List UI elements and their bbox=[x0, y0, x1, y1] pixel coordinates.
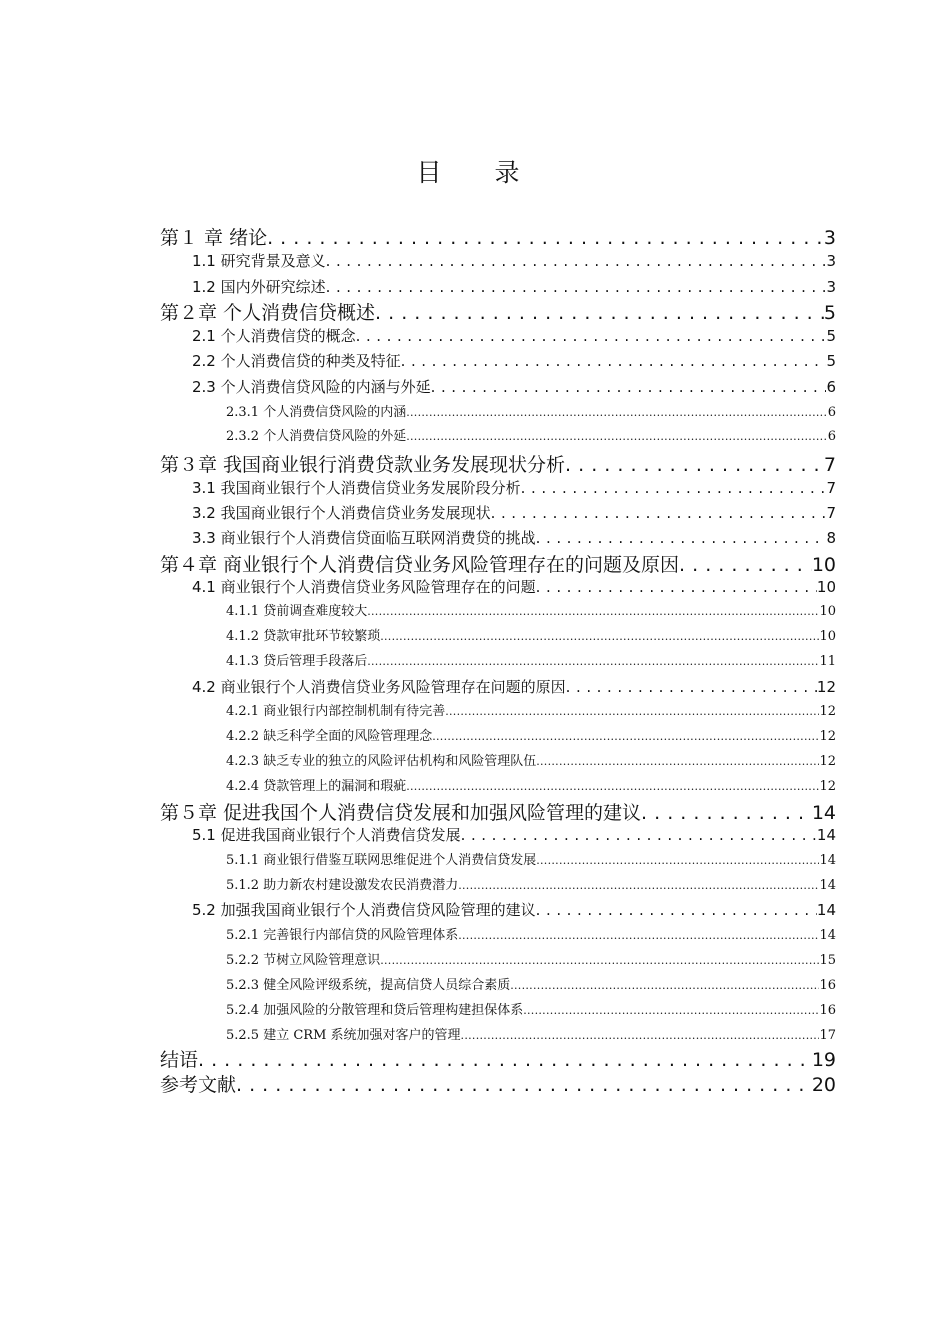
toc-entry-page-number: 14 bbox=[819, 853, 836, 868]
toc-entry[interactable] bbox=[226, 725, 836, 744]
toc-entry-title: 4.1.1 贷前调查难度较大 bbox=[226, 604, 368, 619]
toc-entry-title: 5.1 促进我国商业银行个人消费信贷发展 bbox=[192, 826, 461, 844]
toc-entry[interactable] bbox=[192, 350, 836, 371]
toc-leader-dots bbox=[375, 302, 824, 324]
toc-entry[interactable] bbox=[160, 1070, 836, 1097]
toc-entry[interactable] bbox=[160, 450, 836, 477]
toc-entry-title: 2.1 个人消费信贷的概念 bbox=[192, 327, 356, 345]
toc-entry-page-number: 12 bbox=[816, 678, 836, 696]
toc-entry-title: 3.1 我国商业银行个人消费信贷业务发展阶段分析 bbox=[192, 479, 521, 497]
toc-leader-dots bbox=[461, 826, 817, 844]
toc-entry[interactable] bbox=[226, 600, 836, 619]
toc-leader-dots bbox=[406, 406, 828, 419]
toc-entry-page-number: 7 bbox=[826, 504, 836, 522]
toc-entry[interactable] bbox=[226, 974, 836, 993]
toc-entry[interactable] bbox=[160, 550, 836, 577]
toc-entry[interactable] bbox=[226, 1024, 836, 1043]
toc-entry-page-number: 10 bbox=[819, 604, 836, 619]
toc-entry-title: 5.2 加强我国商业银行个人消费信贷风险管理的建议 bbox=[192, 901, 536, 919]
toc-entry-page-number: 5 bbox=[826, 352, 836, 370]
toc-entry-page-number: 12 bbox=[819, 704, 836, 719]
page-title: 目 录 bbox=[416, 158, 534, 187]
toc-entry[interactable] bbox=[192, 527, 836, 548]
toc-leader-dots bbox=[367, 605, 819, 618]
toc-entry[interactable] bbox=[160, 798, 836, 825]
toc-leader-dots bbox=[510, 979, 819, 992]
toc-leader-dots bbox=[679, 554, 812, 576]
toc-entry[interactable] bbox=[192, 276, 836, 297]
toc-leader-dots bbox=[458, 929, 819, 942]
toc-entry[interactable] bbox=[226, 750, 836, 769]
toc-entry[interactable] bbox=[226, 625, 836, 644]
toc-leader-dots bbox=[406, 430, 828, 443]
toc-leader-dots bbox=[536, 529, 827, 547]
toc-entry[interactable] bbox=[226, 949, 836, 968]
toc-leader-dots bbox=[267, 227, 824, 249]
toc-entry-title: 第２章 个人消费信贷概述 bbox=[160, 302, 376, 324]
toc-entry-page-number: 5 bbox=[823, 302, 836, 324]
toc-leader-dots bbox=[566, 678, 817, 696]
toc-entry-title: 5.2.1 完善银行内部信贷的风险管理体系 bbox=[226, 928, 459, 943]
toc-entry-page-number: 7 bbox=[826, 479, 836, 497]
toc-entry-page-number: 6 bbox=[827, 405, 836, 420]
toc-entry-page-number: 14 bbox=[819, 878, 836, 893]
toc-entry[interactable] bbox=[226, 999, 836, 1018]
toc-entry[interactable] bbox=[192, 376, 836, 397]
toc-entry-page-number: 14 bbox=[819, 928, 836, 943]
toc-leader-dots bbox=[536, 755, 819, 768]
toc-entry[interactable] bbox=[226, 401, 836, 420]
toc-entry-page-number: 7 bbox=[823, 454, 836, 476]
toc-leader-dots bbox=[198, 1049, 812, 1071]
toc-entry-title: 4.2.1 商业银行内部控制机制有待完善 bbox=[226, 704, 446, 719]
toc-entry-title: 5.2.3 健全风险评级系统，提高信贷人员综合素质 bbox=[226, 978, 511, 993]
toc-entry-title: 4.1 商业银行个人消费信贷业务风险管理存在的问题 bbox=[192, 578, 536, 596]
toc-entry-page-number: 16 bbox=[819, 1003, 836, 1018]
toc-entry[interactable] bbox=[226, 775, 836, 794]
toc-entry-page-number: 3 bbox=[823, 227, 836, 249]
toc-leader-dots bbox=[641, 802, 812, 824]
toc-leader-dots bbox=[431, 378, 827, 396]
toc-entry[interactable] bbox=[160, 1045, 836, 1072]
toc-entry-title: 1.2 国内外研究综述 bbox=[192, 278, 326, 296]
toc-entry[interactable] bbox=[226, 700, 836, 719]
toc-entry-page-number: 6 bbox=[826, 378, 836, 396]
toc-leader-dots bbox=[565, 454, 824, 476]
toc-entry[interactable] bbox=[226, 874, 836, 893]
toc-leader-dots bbox=[458, 879, 819, 892]
toc-leader-dots bbox=[536, 854, 819, 867]
toc-leader-dots bbox=[356, 327, 827, 345]
toc-entry-title: 4.1.3 贷后管理手段落后 bbox=[226, 654, 368, 669]
toc-entry-page-number: 5 bbox=[826, 327, 836, 345]
toc-entry-page-number: 19 bbox=[811, 1049, 836, 1071]
toc-leader-dots bbox=[406, 780, 819, 793]
toc-entry-page-number: 12 bbox=[819, 779, 836, 794]
toc-entry[interactable] bbox=[226, 650, 836, 669]
toc-entry-title: 2.2 个人消费信贷的种类及特征 bbox=[192, 352, 401, 370]
toc-entry-page-number: 12 bbox=[819, 729, 836, 744]
toc-leader-dots bbox=[536, 901, 817, 919]
toc-entry-page-number: 6 bbox=[827, 429, 836, 444]
toc-leader-dots bbox=[445, 705, 819, 718]
toc-entry[interactable] bbox=[226, 924, 836, 943]
toc-entry-page-number: 14 bbox=[811, 802, 836, 824]
toc-entry-title: 第５章 促进我国个人消费信贷发展和加强风险管理的建议 bbox=[160, 802, 642, 824]
toc-entry-title: 4.2 商业银行个人消费信贷业务风险管理存在问题的原因 bbox=[192, 678, 566, 696]
toc-entry-title: 5.1.2 助力新农村建设激发农民消费潜力 bbox=[226, 878, 459, 893]
toc-entry[interactable] bbox=[192, 676, 836, 697]
toc-entry[interactable] bbox=[192, 250, 836, 271]
toc-leader-dots bbox=[236, 1074, 812, 1096]
toc-entry-page-number: 20 bbox=[811, 1074, 836, 1096]
toc-entry-page-number: 15 bbox=[819, 953, 836, 968]
toc-leader-dots bbox=[491, 504, 827, 522]
toc-entry-title: 4.1.2 贷款审批环节较繁琐 bbox=[226, 629, 381, 644]
toc-entry-page-number: 10 bbox=[816, 578, 836, 596]
toc-leader-dots bbox=[380, 954, 819, 967]
toc-entry-title: 5.2.4 加强风险的分散管理和贷后管理构建担保体系 bbox=[226, 1003, 524, 1018]
toc-entry-page-number: 12 bbox=[819, 754, 836, 769]
toc-entry[interactable] bbox=[160, 298, 836, 325]
toc-leader-dots bbox=[401, 352, 827, 370]
toc-entry-title: 结语 bbox=[160, 1049, 199, 1071]
toc-entry-title: 2.3.2 个人消费信贷风险的外延 bbox=[226, 429, 407, 444]
toc-entry-title: 5.1.1 商业银行借鉴互联网思维促进个人消费信贷发展 bbox=[226, 853, 537, 868]
toc-entry-title: 3.2 我国商业银行个人消费信贷业务发展现状 bbox=[192, 504, 491, 522]
toc-leader-dots bbox=[523, 1004, 819, 1017]
toc-entry[interactable] bbox=[192, 502, 836, 523]
toc-entry-title: 第３章 我国商业银行消费贷款业务发展现状分析 bbox=[160, 454, 566, 476]
toc-entry-title: 第４章 商业银行个人消费信贷业务风险管理存在的问题及原因 bbox=[160, 554, 680, 576]
toc-entry-title: 第１ 章 绪论 bbox=[160, 227, 268, 249]
toc-entry[interactable] bbox=[192, 325, 836, 346]
toc-entry-title: 1.1 研究背景及意义 bbox=[192, 252, 326, 270]
toc-entry-title: 参考文献 bbox=[160, 1074, 237, 1096]
toc-leader-dots bbox=[536, 578, 817, 596]
toc-entry-title: 4.2.2 缺乏科学全面的风险管理理念 bbox=[226, 729, 433, 744]
toc-entry-page-number: 16 bbox=[819, 978, 836, 993]
toc-leader-dots bbox=[521, 479, 827, 497]
toc-entry-page-number: 14 bbox=[816, 826, 836, 844]
toc-entry-title: 3.3 商业银行个人消费信贷面临互联网消费贷的挑战 bbox=[192, 529, 536, 547]
toc-entry-page-number: 3 bbox=[826, 252, 836, 270]
toc-entry-page-number: 8 bbox=[826, 529, 836, 547]
toc-leader-dots bbox=[367, 655, 819, 668]
toc-entry-title: 4.2.3 缺乏专业的独立的风险评估机构和风险管理队伍 bbox=[226, 754, 537, 769]
toc-entry-title: 2.3.1 个人消费信贷风险的内涵 bbox=[226, 405, 407, 420]
toc-entry[interactable] bbox=[192, 824, 836, 845]
toc-leader-dots bbox=[461, 1029, 820, 1042]
toc-entry-title: 5.2.5 建立 CRM 系统加强对客户的管理 bbox=[226, 1028, 461, 1043]
toc-leader-dots bbox=[326, 278, 827, 296]
toc-entry-title: 4.2.4 贷款管理上的漏洞和瑕疵 bbox=[226, 779, 407, 794]
toc-leader-dots bbox=[432, 730, 819, 743]
toc-entry-page-number: 14 bbox=[816, 901, 836, 919]
toc-entry[interactable] bbox=[226, 425, 836, 444]
toc-entry[interactable] bbox=[192, 899, 836, 920]
toc-entry-page-number: 10 bbox=[819, 629, 836, 644]
toc-leader-dots bbox=[326, 252, 827, 270]
toc-entry-title: 2.3 个人消费信贷风险的内涵与外延 bbox=[192, 378, 431, 396]
toc-leader-dots bbox=[380, 630, 819, 643]
toc-entry[interactable] bbox=[192, 576, 836, 597]
toc-entry-page-number: 17 bbox=[819, 1028, 836, 1043]
toc-entry[interactable] bbox=[226, 849, 836, 868]
toc-entry-page-number: 11 bbox=[819, 654, 836, 669]
toc-entry[interactable] bbox=[192, 477, 836, 498]
toc-entry-title: 5.2.2 节树立风险管理意识 bbox=[226, 953, 381, 968]
toc-entry-page-number: 10 bbox=[811, 554, 836, 576]
toc-entry-page-number: 3 bbox=[826, 278, 836, 296]
toc-entry[interactable] bbox=[160, 223, 836, 250]
